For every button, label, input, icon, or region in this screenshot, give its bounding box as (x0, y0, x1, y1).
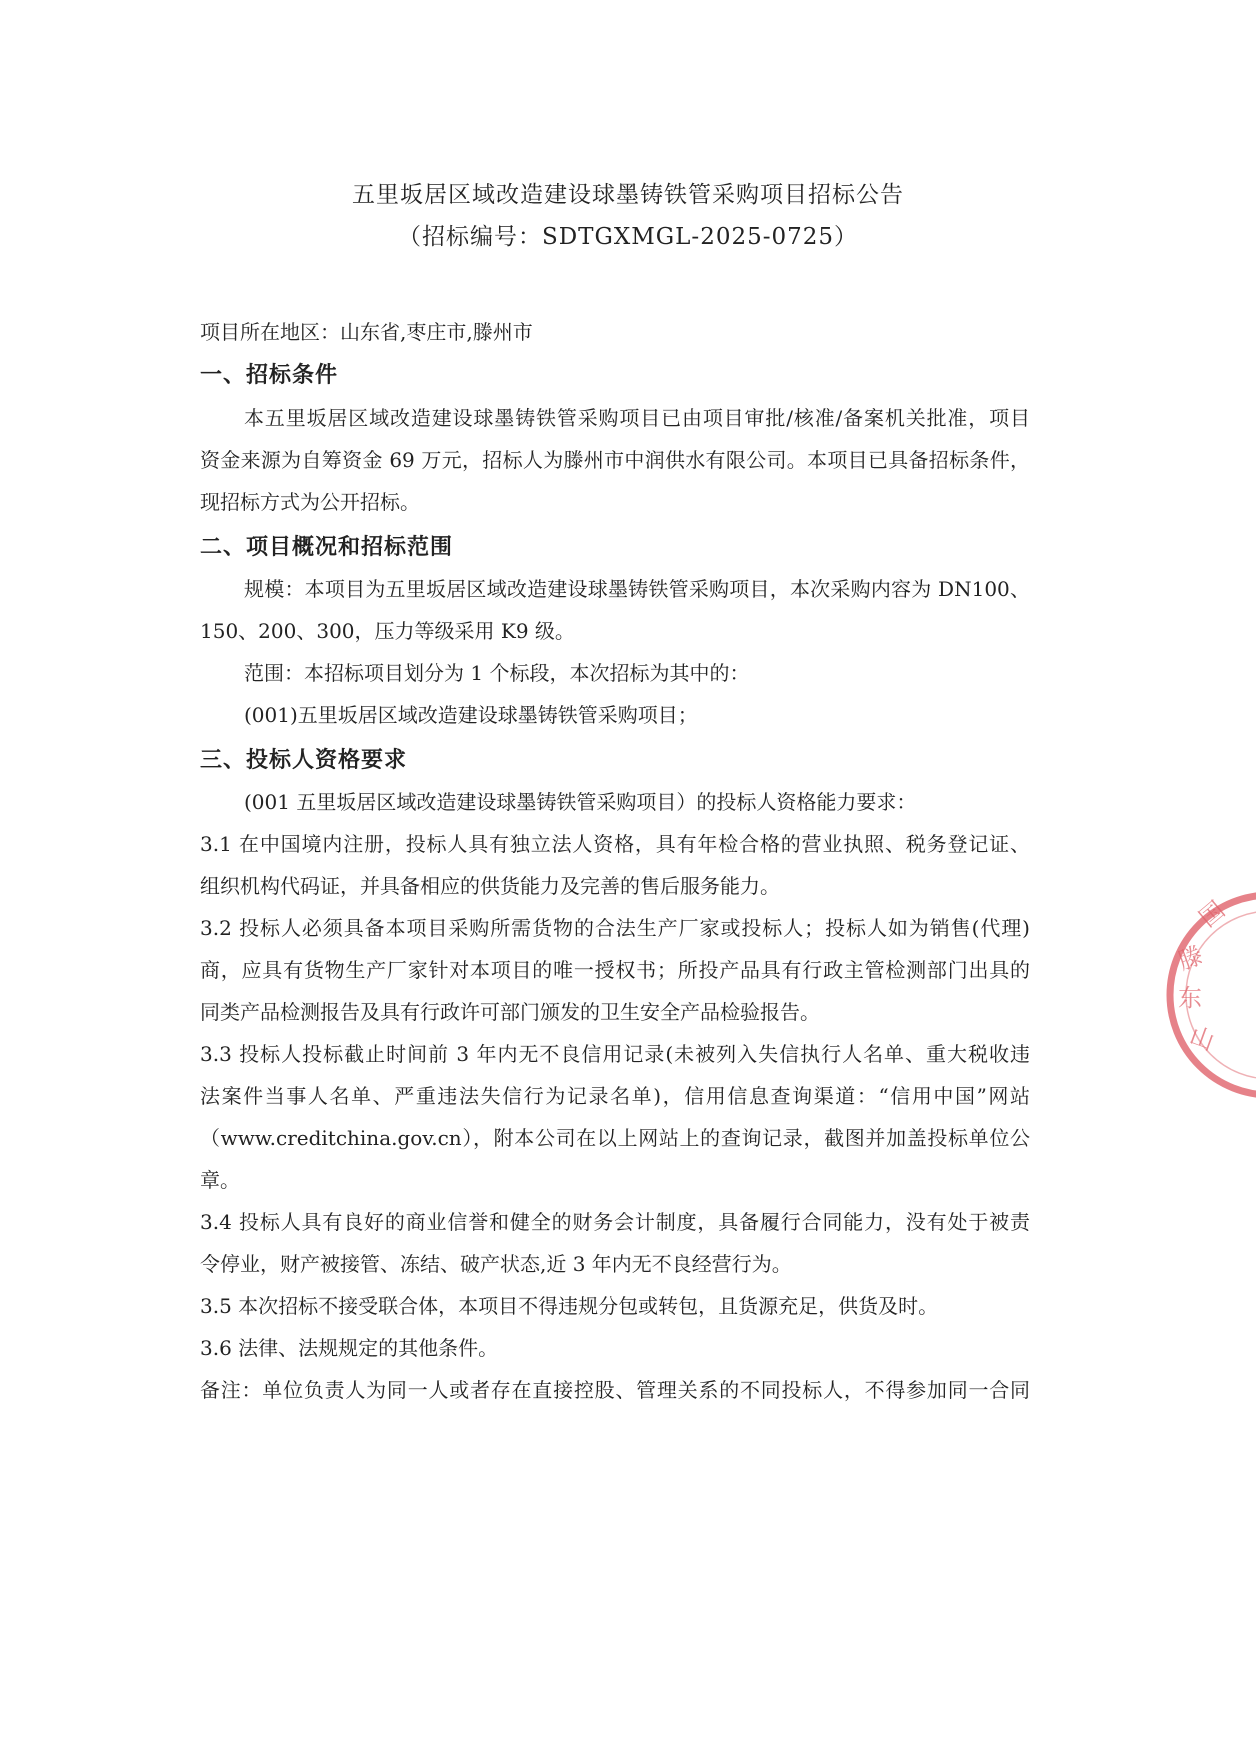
paragraph-line: 组织机构代码证，并具备相应的供货能力及完善的售后服务能力。 (200, 874, 780, 898)
paragraph-line: (001 五里坂居区域改造建设球墨铸铁管采购项目）的投标人资格能力要求： (244, 790, 917, 814)
svg-text:滕: 滕 (1174, 941, 1207, 976)
paragraph-line: 3.4 投标人具有良好的商业信誉和健全的财务会计制度，具备履行合同能力，没有处于被责 (200, 1210, 1030, 1234)
svg-text:山: 山 (1185, 1021, 1219, 1056)
paragraph-line: 范围：本招标项目划分为 1 个标段，本次招标为其中的： (244, 661, 750, 685)
paragraph-line: (001)五里坂居区域改造建设球墨铸铁管采购项目； (244, 703, 698, 727)
svg-text:国: 国 (1193, 895, 1231, 933)
paragraph-line: 规模：本项目为五里坂居区域改造建设球墨铸铁管采购项目，本次采购内容为 DN100、 (244, 577, 1030, 601)
section-heading-1: 一、招标条件 (200, 363, 339, 388)
paragraph-line: 同类产品检测报告及具有行政许可部门颁发的卫生安全产品检验报告。 (200, 1000, 820, 1024)
section-heading-2: 二、项目概况和招标范围 (200, 535, 454, 560)
paragraph-line: 备注：单位负责人为同一人或者存在直接控股、管理关系的不同投标人，不得参加同一合同 (200, 1378, 1030, 1402)
paragraph-line: 3.2 投标人必须具备本项目采购所需货物的合法生产厂家或投标人；投标人如为销售(代理) (200, 916, 1030, 940)
paragraph-line: 资金来源为自筹资金 69 万元，招标人为滕州市中润供水有限公司。本项目已具备招标条件， (200, 448, 1030, 472)
paragraph-line: 现招标方式为公开招标。 (200, 490, 420, 514)
paragraph-line: （www.creditchina.gov.cn），附本公司在以上网站上的查询记录，截图并加盖投标单位公 (200, 1126, 1030, 1150)
paragraph-line: 3.6 法律、法规规定的其他条件。 (200, 1336, 499, 1360)
tender-code: （招标编号：SDTGXMGL-2025-0725） (397, 224, 859, 250)
paragraph-line: 150、200、300，压力等级采用 K9 级。 (200, 619, 575, 643)
section-heading-3: 三、投标人资格要求 (200, 748, 408, 773)
paragraph-line: 章。 (200, 1168, 240, 1192)
paragraph-line: 本五里坂居区域改造建设球墨铸铁管采购项目已由项目审批/核准/备案机关批准，项目 (244, 406, 1030, 430)
paragraph-line: 3.5 本次招标不接受联合体，本项目不得违规分包或转包，且货源充足，供货及时。 (200, 1294, 939, 1318)
project-location: 项目所在地区：山东省,枣庄市,滕州市 (200, 320, 533, 344)
svg-text:东: 东 (1178, 984, 1202, 1012)
paragraph-line: 3.3 投标人投标截止时间前 3 年内无不良信用记录(未被列入失信执行人名单、重大税收违 (200, 1042, 1030, 1066)
paragraph-line: 商，应具有货物生产厂家针对本项目的唯一授权书；所投产品具有行政主管检测部门出具的 (200, 958, 1030, 982)
company-seal-icon (1160, 880, 1256, 1110)
document-title: 五里坂居区域改造建设球墨铸铁管采购项目招标公告 (352, 182, 904, 208)
paragraph-line: 令停业，财产被接管、冻结、破产状态,近 3 年内无不良经营行为。 (200, 1252, 792, 1276)
paragraph-line: 3.1 在中国境内注册，投标人具有独立法人资格，具有年检合格的营业执照、税务登记证、 (200, 832, 1030, 856)
paragraph-line: 法案件当事人名单、严重违法失信行为记录名单)，信用信息查询渠道：“信用中国”网站 (200, 1084, 1030, 1108)
